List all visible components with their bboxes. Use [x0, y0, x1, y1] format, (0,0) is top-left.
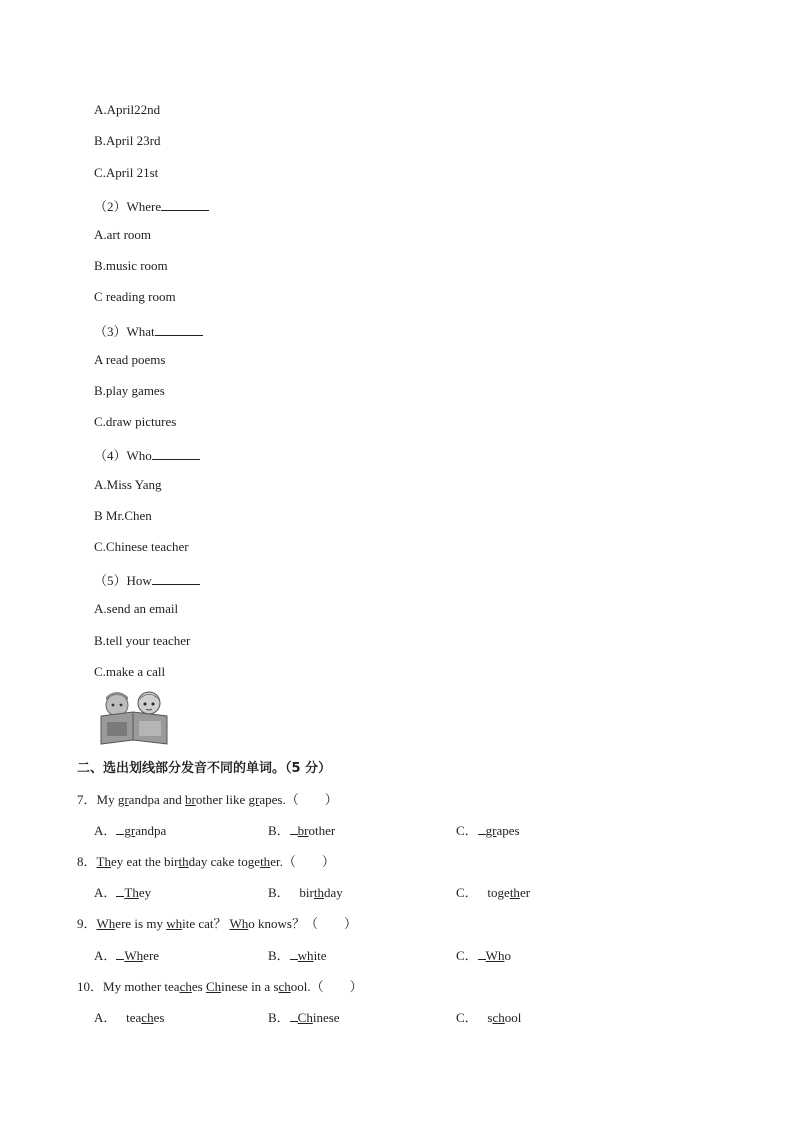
q1-option-b: B.April 23rd — [94, 133, 161, 148]
q5-option-c: C.make a call — [94, 664, 166, 679]
q9-choice-c: C． Who — [456, 948, 511, 963]
section-title: 二、选出划线部分发音不同的单词。（5 分） — [77, 761, 332, 776]
question-10: 10．My mother teaches Chinese in a school.（ ） — [77, 979, 363, 994]
q4-prompt: （4）Who — [94, 445, 200, 464]
q5-option-b: B.tell your teacher — [94, 633, 191, 648]
q3-prompt: （3）What — [94, 321, 203, 340]
q3-option-c: C.draw pictures — [94, 414, 177, 429]
q8-choice-c: C． together — [456, 885, 531, 900]
q1-option-c: C.April 21st — [94, 165, 159, 180]
q2-option-b: B.music room — [94, 258, 168, 273]
q2-prompt: （2）Where — [94, 196, 209, 215]
q2-option-a: A.art room — [94, 227, 152, 242]
question-8: 8．They eat the birthday cake together.（ ） — [77, 854, 335, 869]
q10-choice-b: B． Chinese — [268, 1010, 340, 1025]
q2-option-c: C reading room — [94, 289, 176, 304]
q4-option-c: C.Chinese teacher — [94, 539, 189, 554]
q1-option-a: A.April22nd — [94, 102, 161, 117]
q9-choice-b: B． white — [268, 948, 327, 963]
q8-choice-a: A． They — [94, 885, 152, 900]
q4-option-a: A.Miss Yang — [94, 477, 162, 492]
q9-choice-a: A． Where — [94, 948, 160, 963]
question-7: 7．My grandpa and brother like grapes.（ ） — [77, 792, 338, 807]
q7-choice-b: B． brother — [268, 823, 336, 838]
q3-option-a: A read poems — [94, 352, 166, 367]
q3-option-b: B.play games — [94, 383, 165, 398]
q5-option-a: A.send an email — [94, 601, 179, 616]
question-9: 9．Where is my white cat？ Who knows？（ ） — [77, 916, 357, 931]
kids-reading-illustration — [97, 688, 171, 746]
q10-choice-c: C． school — [456, 1010, 522, 1025]
q5-prompt: （5）How — [94, 570, 200, 589]
q7-choice-a: A． grandpa — [94, 823, 167, 838]
q7-choice-c: C． grapes — [456, 823, 520, 838]
q4-option-b: B Mr.Chen — [94, 508, 152, 523]
q10-choice-a: A． teaches — [94, 1010, 165, 1025]
q8-choice-b: B． birthday — [268, 885, 343, 900]
